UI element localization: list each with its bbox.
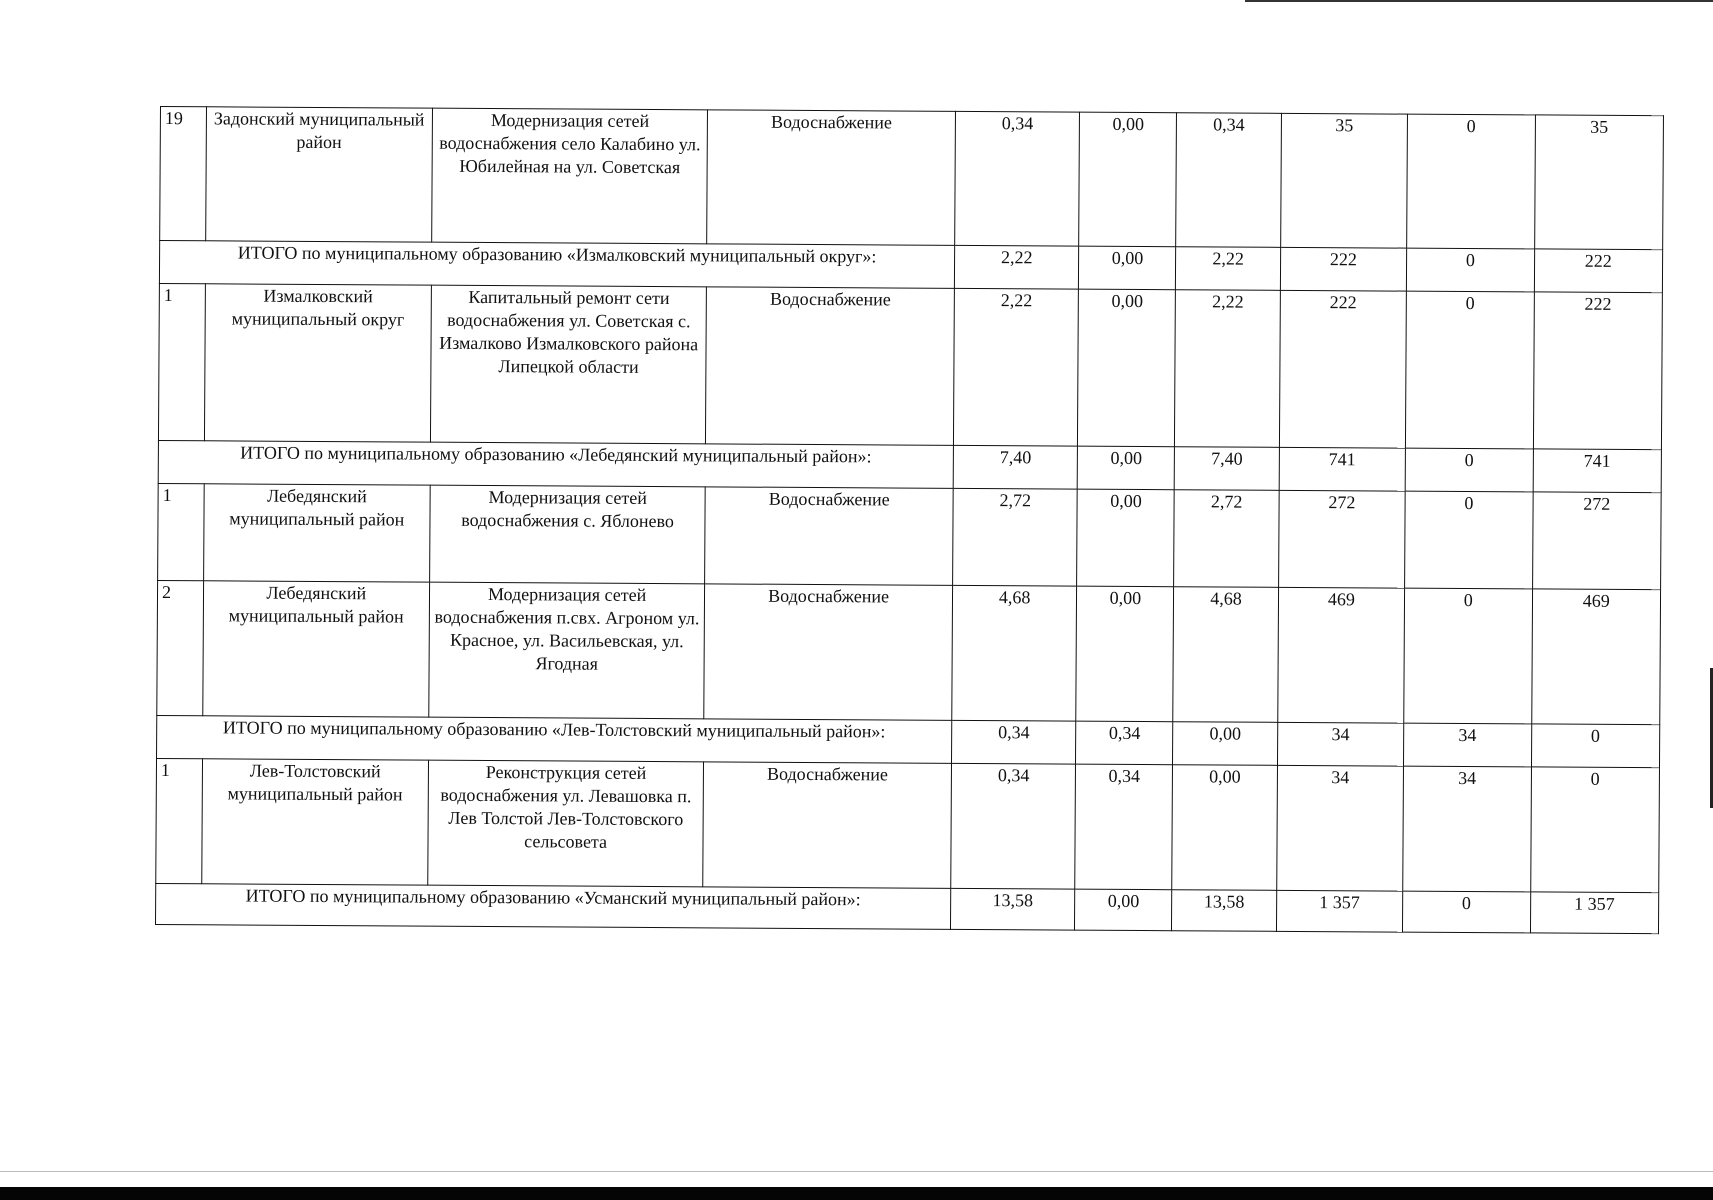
value-cell: 35 — [1280, 113, 1407, 248]
value-cell: 34 — [1276, 765, 1403, 891]
value-cell: 2,22 — [1176, 247, 1280, 291]
value-cell: 4,68 — [1173, 587, 1278, 723]
value-cell: 7,40 — [1175, 447, 1279, 491]
value-cell: 2,72 — [1174, 490, 1279, 588]
value-cell: 741 — [1279, 447, 1406, 491]
value-cell: 0 — [1406, 248, 1534, 292]
table-row — [157, 580, 1661, 724]
row-number: 1 — [156, 758, 202, 883]
value-cell: 34 — [1404, 723, 1532, 767]
value-cell: 0 — [1407, 114, 1535, 249]
value-cell: 0,34 — [1075, 764, 1173, 890]
value-cell: 0,00 — [1078, 446, 1175, 490]
value-cell: 0 — [1530, 767, 1659, 893]
total-label: ИТОГО по муниципальному образованию «Лебедянский муниципальный район»: — [158, 440, 953, 488]
scan-edge-top — [1245, 0, 1713, 2]
category-cell: Водоснабжение — [705, 487, 953, 586]
municipality-cell: Лебедянский муниципальный район — [202, 581, 429, 717]
object-cell: Реконструкция сетей водоснабжения ул. Левашовка п. Лев Толстой Лев-Толстовского сельсовета — [428, 760, 704, 887]
value-cell: 0,00 — [1075, 889, 1172, 931]
category-cell: Водоснабжение — [703, 762, 952, 889]
value-cell: 0,00 — [1172, 765, 1277, 891]
total-label: ИТОГО по муниципальному образованию «Измалковский муниципальный округ»: — [159, 241, 954, 289]
value-cell: 1 357 — [1276, 890, 1403, 932]
table-row — [158, 283, 1662, 449]
table-row — [160, 107, 1664, 250]
object-cell: Модернизация сетей водоснабжения с. Яблонево — [430, 485, 706, 584]
value-cell: 2,22 — [953, 288, 1078, 446]
value-cell: 222 — [1533, 292, 1662, 450]
value-cell: 0,00 — [1078, 289, 1176, 447]
value-cell: 222 — [1280, 247, 1407, 291]
value-cell: 0,34 — [955, 111, 1080, 246]
value-cell: 222 — [1279, 290, 1406, 448]
value-cell: 7,40 — [953, 445, 1078, 489]
row-number: 1 — [158, 483, 204, 580]
value-cell: 0 — [1405, 291, 1533, 449]
total-row — [156, 883, 1659, 933]
row-number: 2 — [157, 580, 203, 715]
municipality-cell: Измалковский муниципальный округ — [204, 284, 432, 442]
value-cell: 4,68 — [952, 585, 1077, 721]
value-cell: 0 — [1403, 891, 1531, 933]
value-cell: 0,00 — [1079, 112, 1177, 247]
value-cell: 2,22 — [954, 245, 1079, 289]
value-cell: 469 — [1277, 587, 1404, 723]
financing-table — [155, 106, 1664, 934]
municipality-cell: Задонский муниципальный район — [205, 107, 432, 242]
value-cell: 0,34 — [1076, 721, 1173, 765]
category-cell: Водоснабжение — [704, 584, 953, 721]
object-cell: Капитальный ремонт сети водоснабжения ул. Советская с. Измалково Измалковского района Липецкой области — [431, 285, 707, 444]
table-row — [156, 758, 1660, 892]
municipality-cell: Лев-Толстовский муниципальный район — [201, 759, 428, 885]
value-cell: 0,34 — [1176, 113, 1281, 248]
table-row — [158, 483, 1662, 589]
total-label: ИТОГО по муниципальному образованию «Усманский муниципальный район»: — [156, 883, 951, 929]
row-number: 1 — [158, 283, 204, 440]
value-cell: 0 — [1404, 588, 1532, 724]
object-cell: Модернизация сетей водоснабжения село Калабино ул. Юбилейная на ул. Советская — [432, 108, 708, 244]
value-cell: 1 357 — [1530, 892, 1659, 934]
value-cell: 0,34 — [951, 720, 1076, 764]
value-cell: 0,00 — [1079, 246, 1176, 290]
municipality-cell: Лебедянский муниципальный район — [203, 484, 430, 582]
row-number: 19 — [160, 107, 206, 241]
value-cell: 469 — [1531, 589, 1660, 725]
scan-edge-bottom — [0, 1187, 1713, 1200]
value-cell: 0,00 — [1173, 722, 1277, 766]
category-cell: Водоснабжение — [706, 287, 955, 446]
value-cell: 741 — [1533, 449, 1662, 493]
value-cell: 2,72 — [953, 488, 1078, 586]
value-cell: 35 — [1534, 115, 1663, 250]
value-cell: 34 — [1403, 766, 1531, 892]
category-cell: Водоснабжение — [707, 110, 956, 246]
object-cell: Модернизация сетей водоснабжения п.свх. Агроном ул. Красное, ул. Васильевская, ул. Ягодная — [429, 582, 705, 719]
value-cell: 2,22 — [1175, 290, 1280, 448]
value-cell: 13,58 — [1172, 890, 1276, 932]
value-cell: 13,58 — [950, 888, 1075, 930]
value-cell: 34 — [1277, 722, 1404, 766]
value-cell: 0 — [1405, 448, 1533, 492]
value-cell: 0 — [1405, 491, 1533, 589]
value-cell: 222 — [1534, 249, 1663, 293]
value-cell: 0,00 — [1076, 586, 1174, 722]
value-cell: 272 — [1532, 492, 1661, 590]
value-cell: 0,34 — [951, 763, 1076, 889]
value-cell: 0 — [1531, 724, 1660, 768]
total-label: ИТОГО по муниципальному образованию «Лев-Толстовский муниципальный район»: — [157, 715, 952, 763]
value-cell: 272 — [1278, 490, 1405, 588]
value-cell: 0,00 — [1077, 489, 1175, 587]
